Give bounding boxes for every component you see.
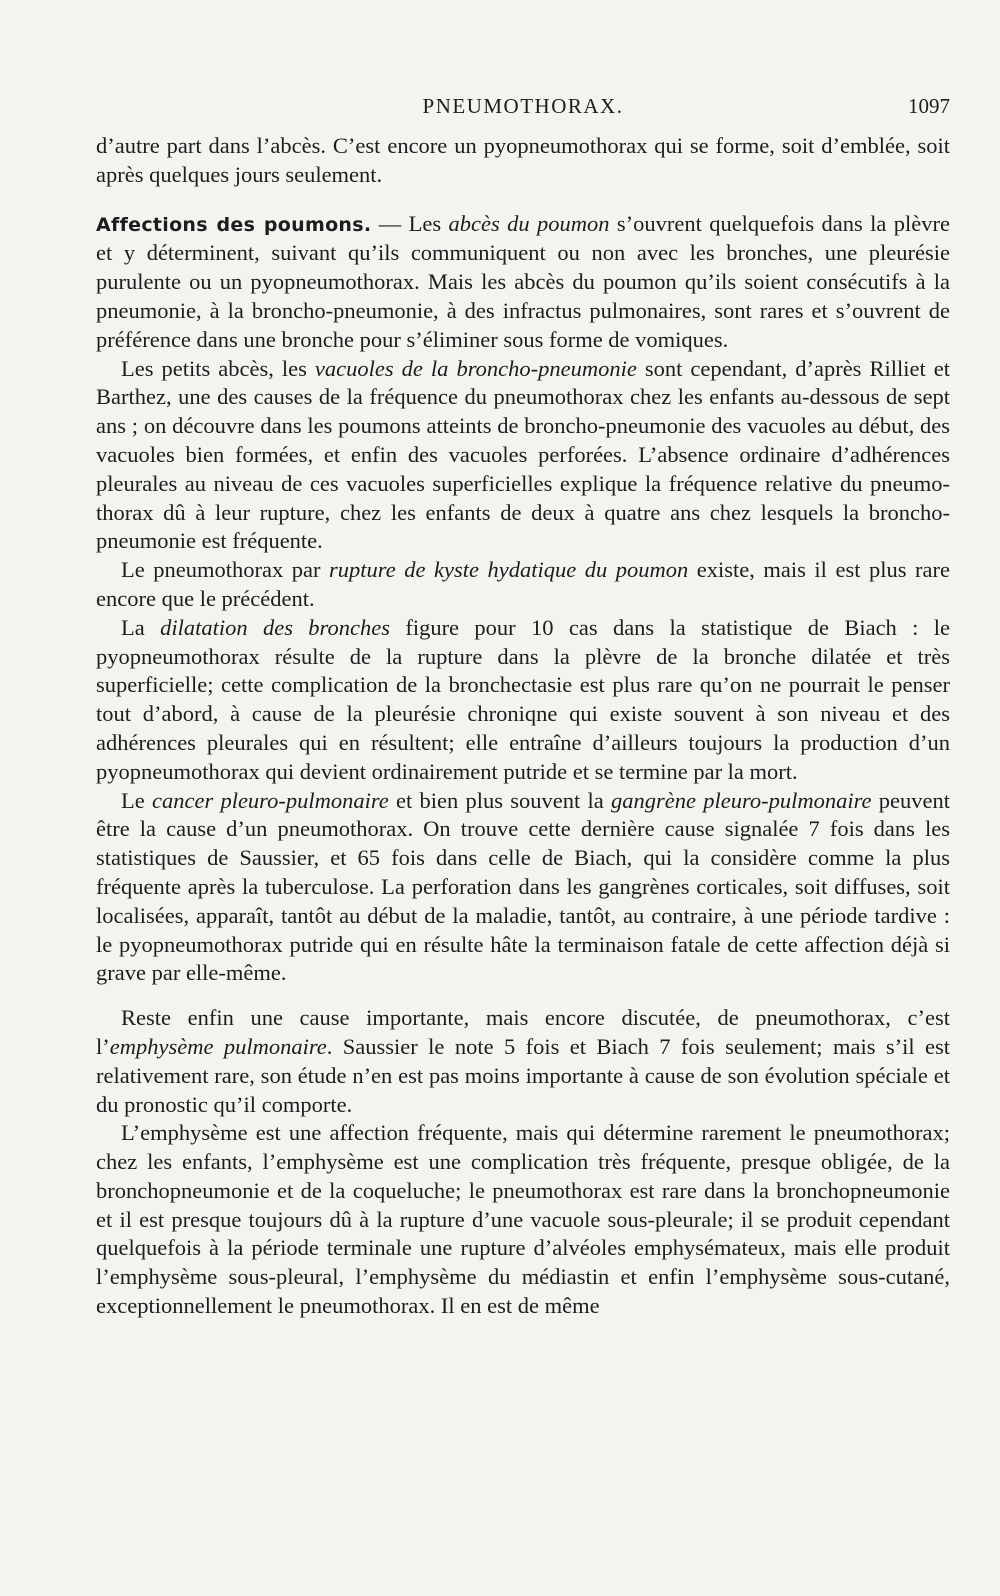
italic-term: dilatation des bronches [160,614,390,640]
text-segment: Reste enfin une cause importante, mais encore discutée, de pneumothorax, c’est l’ [96,1005,950,1059]
text-segment: — Les [371,210,449,236]
section-heading: Affections des poumons. [96,213,372,236]
text-segment: s’ouvrent quelquefois dans la plèvre et y déterminent, suivant qu’ils communiquent ou non avec les bronches, une pleurésie purulente ou un pyopneumothorax. Mais les abcès du poumon qu’ils soient consécutifs à la pneumonie, à la broncho-pneumonie, à des infractus pulmonaires, sont rares et s’ouvrent de préférence dans une bronche pour s’éliminer sous forme de vomiques. [96,210,950,352]
paragraph-emphysema-cause [96,1004,950,1119]
paragraph-emphysema-children [96,1119,950,1321]
paragraph-hydatid-cyst [96,556,950,614]
italic-term: cancer pleuro-pulmonaire [151,787,389,813]
text-segment: Le [121,787,152,813]
italic-term: vacuoles de la broncho-pneumonie [314,355,637,381]
italic-term: emphysème pulmonaire [109,1033,327,1059]
italic-term: abcès du poumon [448,210,610,236]
paragraph-cancer-gangrene [96,787,950,989]
paragraph-bronchiectasis [96,614,950,787]
text-segment: Les petits abcès, les [121,355,315,381]
page-number: 1097 [908,94,950,118]
text-segment: existe, mais il est plus rare encore que le précédent. [96,557,950,611]
text-segment: . Saussier le note 5 fois et Biach 7 fois seulement; mais s’il est relativement rare, son étude n’en est pas moins importante à cause de son évolution spéciale et du pronostic qu’il comporte. [96,1033,950,1117]
text-segment: sont cependant, d’après Rilliet et Barthez, une des causes de la fréquence du pneumothorax chez les enfants au-dessous de sept ans ; on découvre dans les poumons atteints de broncho-pneumonie des vacuoles au début, des vacuoles bien formées, et enfin des vacuoles perforées. L’absence ordinaire d’adhérences pleurales au niveau de ces vacuoles superficielles explique la fréquence relative du pneumothorax dû à leur rupture, chez les enfants de deux à quatre ans chez lesquels la broncho-pneumonie est fréquente. [96,355,950,554]
italic-term: rupture de kyste hydatique du poumon [329,557,689,583]
text-segment: L’emphysème est une affection fréquente, mais qui détermine rarement le pneumothorax; chez les enfants, l’emphysème est une complication très fréquente, presque obligée, de la bronchopneumonie et de la coqueluche; le pneumothorax est rare dans la bronchopneumonie et il est presque toujours dû à la rupture d’une vacuole sous-pleurale; il se produit cependant quelquefois à la période terminale une rupture d’alvéoles emphysémateux, mais elle produit l’emphysème sous-pleural, l’emphysème du médiastin et enfin l’emphysème sous-cutané, exceptionnellement le pneumothorax. Il en est de même [96,1120,950,1319]
body-text [96,132,950,1321]
text-segment: La [121,614,161,640]
text-segment: peuvent être la cause d’un pneumothorax. On trouve cette dernière cause signalée 7 fois dans les statistiques de Saussier, et 65 fois dans celle de Biach, qui la considère comme la plus fréquente après la tuberculose. La perforation dans les gangrènes corticales, soit diffuses, soit localisées, apparaît, tantôt au début de la maladie, tantôt, au contraire, à une période tardive : le pyopneumothorax putride qui en résulte hâte la terminaison fatale de cette affection déjà si grave par elle-même. [96,787,951,986]
page-header [96,94,950,124]
text-segment: d’autre part dans l’abcès. C’est encore un pyopneumothorax qui se forme, soit d’emblée, soit après quelques jours seulement. [96,133,950,187]
text-segment: Le pneumothorax par [121,557,330,583]
paragraph-lung-abscess [96,210,950,355]
running-title: PNEUMOTHORAX. [422,94,624,118]
paragraph-continuation [96,132,950,190]
text-segment: et bien plus souvent la [388,787,611,813]
italic-term: gangrène pleuro-pulmonaire [610,787,872,813]
text-segment: figure pour 10 cas dans la statistique de Biach : le pyopneumothorax résulte de la rupture dans la plèvre de la bronche dilatée et très superficielle; cette complication de la bronchectasie est plus rare qu’on ne pourrait le penser tout d’abord, à cause de la pleurésie chroniqne qui existe souvent à son niveau et des adhérences pleurales qui en résultent; elle entraîne d’ailleurs toujours la production d’un pyopneumothorax qui devient ordinairement putride et se termine par la mort. [96,614,951,784]
paragraph-vacuoles [96,355,950,557]
